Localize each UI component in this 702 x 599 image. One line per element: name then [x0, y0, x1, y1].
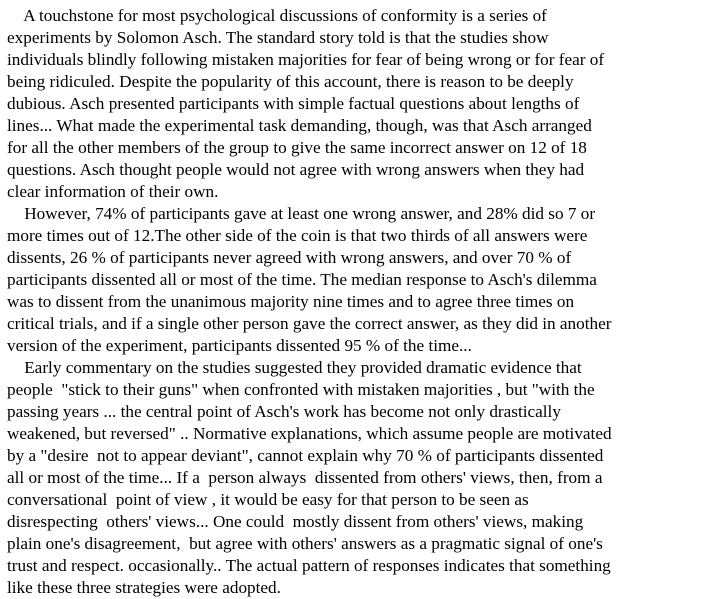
text-line: version of the experiment, participants dissented 95 % of the time... — [7, 336, 472, 355]
text-line: was to dissent from the unanimous majority nine times and to agree three times on — [7, 292, 575, 311]
text-line: by a "desire not to appear deviant", cannot explain why 70 % of participants dissented — [7, 446, 604, 465]
text-line: passing years ... the central point of Asch's work has become not only drastically — [7, 402, 561, 421]
text-line: all or most of the time... If a person always dissented from others' views, then, from a — [7, 468, 603, 487]
text-line: critical trials, and if a single other person gave the correct answer, as they did in another — [7, 314, 612, 333]
text-line: people "stick to their guns" when confronted with mistaken majorities , but "with the — [7, 380, 595, 399]
text-line: weakened, but reversed" .. Normative explanations, which assume people are motivated — [7, 424, 612, 443]
text-line: participants dissented all or most of the time. The median response to Asch's dilemma — [7, 270, 597, 289]
text-line: clear information of their own. — [7, 182, 219, 201]
text-line: A touchstone for most psychological discussions of conformity is a series of — [7, 6, 547, 25]
text-line: questions. Asch thought people would not agree with wrong answers when they had — [7, 160, 585, 179]
text-line: plain one's disagreement, but agree with others' answers as a pragmatic signal of one's — [7, 534, 603, 553]
paragraph-3 — [7, 357, 697, 599]
document-body — [7, 5, 697, 599]
text-line: conversational point of view , it would be easy for that person to be seen as — [7, 490, 529, 509]
paragraph-1 — [7, 5, 697, 203]
text-line: individuals blindly following mistaken majorities for fear of being wrong or for fear of — [7, 50, 605, 69]
text-line: like these three strategies were adopted. — [7, 578, 281, 597]
text-line: for all the other members of the group to give the same incorrect answer on 12 of 18 — [7, 138, 587, 157]
text-line: dubious. Asch presented participants with simple factual questions about lengths of — [7, 94, 580, 113]
text-line: being ridiculed. Despite the popularity of this account, there is reason to be deeply — [7, 72, 574, 91]
text-line: disrespecting others' views... One could mostly dissent from others' views, making — [7, 512, 584, 531]
text-line: trust and respect. occasionally.. The actual pattern of responses indicates that something — [7, 556, 611, 575]
text-line: dissents, 26 % of participants never agreed with wrong answers, and over 70 % of — [7, 248, 572, 267]
text-line: experiments by Solomon Asch. The standard story told is that the studies show — [7, 28, 549, 47]
text-line: However, 74% of participants gave at least one wrong answer, and 28% did so 7 or — [7, 204, 596, 223]
text-line: Early commentary on the studies suggested they provided dramatic evidence that — [7, 358, 582, 377]
paragraph-2 — [7, 203, 697, 357]
text-line: more times out of 12.The other side of the coin is that two thirds of all answers were — [7, 226, 588, 245]
text-line: lines... What made the experimental task demanding, though, was that Asch arranged — [7, 116, 592, 135]
